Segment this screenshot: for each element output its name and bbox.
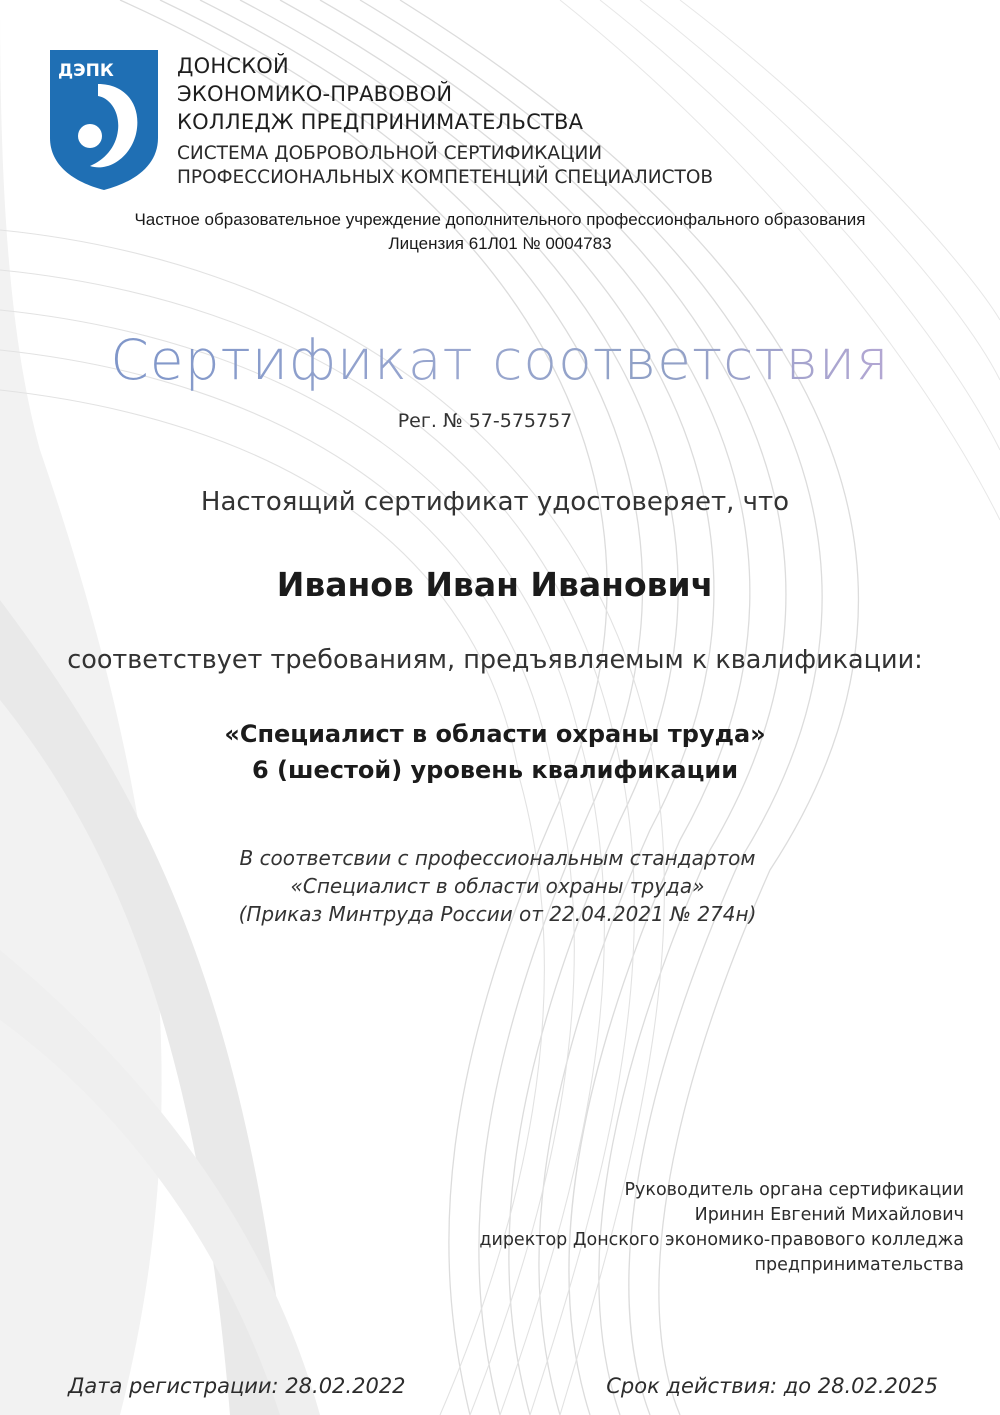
certifies-text: Настоящий сертификат удостоверяет, что bbox=[200, 487, 790, 517]
institution-line: Частное образовательное учреждение дополнительного профессионфального образования bbox=[134, 210, 866, 229]
org-name-line-2: ЭКОНОМИКО-ПРАВОВОЙ bbox=[177, 82, 453, 106]
signatory-position: директор Донского экономико-правового колледжа bbox=[479, 1230, 964, 1250]
signatory-name: Иринин Евгений Михайлович bbox=[694, 1205, 964, 1225]
meets-requirements-text: соответствует требованиям, предъявляемым к квалификации: bbox=[67, 645, 923, 675]
qualification-title: «Специалист в области охраны труда» bbox=[224, 720, 766, 748]
system-line-2: ПРОФЕССИОНАЛЬНЫХ КОМПЕТЕНЦИЙ СПЕЦИАЛИСТОВ bbox=[177, 167, 714, 188]
person-name: Иванов Иван Иванович bbox=[276, 565, 714, 604]
registration-date: Дата регистрации: 28.02.2022 bbox=[68, 1374, 406, 1398]
qualification-level: 6 (шестой) уровень квалификации bbox=[251, 756, 739, 784]
org-name-line-1: ДОНСКОЙ bbox=[177, 54, 289, 78]
org-name-line-3: КОЛЛЕДЖ ПРЕДПРИНИМАТЕЛЬСТВА bbox=[177, 110, 584, 134]
license-line: Лицензия 61Л01 № 0004783 bbox=[388, 234, 612, 253]
standard-line-2: «Специалист в области охраны труда» bbox=[290, 874, 705, 898]
certificate-title bbox=[0, 328, 1000, 392]
standard-line-1: В соответсвии с профессиональным стандартом bbox=[239, 846, 756, 870]
signatory-position-cont: предпринимательства bbox=[754, 1255, 964, 1275]
signatory-role: Руководитель органа сертификации bbox=[624, 1180, 964, 1200]
college-logo bbox=[50, 50, 158, 190]
logo-text: ДЭПК bbox=[58, 61, 114, 81]
standard-line-3: (Приказ Минтруда России от 22.04.2021 № 274н) bbox=[238, 902, 757, 926]
validity-date: Срок действия: до 28.02.2025 bbox=[606, 1374, 938, 1398]
certificate-title-text: Сертификат соответствия bbox=[110, 328, 890, 392]
registration-number: Рег. № 57-575757 bbox=[397, 410, 573, 432]
system-line-1: СИСТЕМА ДОБРОВОЛЬНОЙ СЕРТИФИКАЦИИ bbox=[177, 143, 603, 164]
